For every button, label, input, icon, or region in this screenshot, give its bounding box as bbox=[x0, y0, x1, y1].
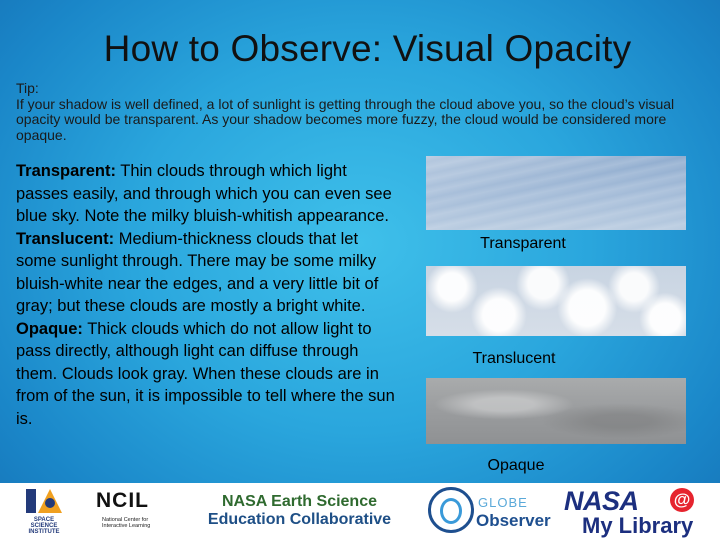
cloud-label-transparent: Transparent bbox=[480, 235, 566, 252]
nasa-my-library-logo bbox=[560, 486, 700, 538]
ncil-name: NCIL bbox=[96, 489, 149, 512]
cloud-photo-translucent bbox=[426, 266, 686, 336]
tip-text: If your shadow is well defined, a lot of sunlight is getting through the cloud above you, so the cloud’s visual opacity would be transparent. As your shadow becomes more fuzzy, the cloud would be considered more opaque. bbox=[16, 95, 675, 143]
at-icon: @ bbox=[670, 488, 694, 512]
term-opaque: Opaque: bbox=[16, 319, 83, 338]
globe-icon bbox=[428, 487, 474, 533]
cloud-photo-opaque bbox=[426, 378, 686, 444]
cloud-label-translucent: Translucent bbox=[472, 350, 556, 367]
ssi-text: SPACE SCIENCE INSTITUTE bbox=[28, 517, 60, 535]
ssi-emblem-icon bbox=[24, 487, 64, 515]
desc-transparent: Thin clouds through which light passes easily, and through which you can even see blue sky. Note the milky bluish-whitish appearance. bbox=[16, 162, 392, 225]
definition-opaque bbox=[16, 318, 401, 431]
cloud-photo-transparent bbox=[426, 156, 686, 230]
nasa-earth-line1: NASA Earth Science bbox=[221, 493, 377, 510]
desc-translucent: Medium-thickness clouds that let some sunlight through. There may be some milky bluish-white near the edges, and a very little bit of gray; but these clouds are mostly a bright white. bbox=[16, 229, 379, 315]
space-science-institute-logo bbox=[24, 487, 64, 537]
globe-observer-logo bbox=[428, 485, 551, 539]
ncil-logo bbox=[96, 489, 166, 537]
definitions bbox=[16, 160, 401, 430]
term-translucent: Translucent: bbox=[16, 229, 115, 248]
tip-block bbox=[16, 81, 676, 143]
slide-title: How to Observe: Visual Opacity bbox=[103, 28, 632, 69]
globe-line1: GLOBE bbox=[478, 495, 528, 510]
globe-line2: Observer bbox=[476, 511, 551, 530]
term-transparent: Transparent: bbox=[16, 162, 116, 180]
ncil-subtitle: National Center for Interactive Learning bbox=[102, 517, 151, 529]
nasa-lib-line1: NASA bbox=[564, 486, 639, 516]
desc-opaque: Thick clouds which do not allow light to pass directly, although light can diffuse through them. Clouds look gray. When these clouds are in from of the sun, it is impossible to tell where the sun is. bbox=[16, 319, 395, 428]
definition-translucent bbox=[16, 228, 401, 318]
logo-footer bbox=[0, 483, 720, 540]
tip-label: Tip: bbox=[16, 80, 39, 96]
nasa-lib-line2: My Library bbox=[582, 513, 694, 538]
definition-transparent bbox=[16, 160, 401, 228]
nasa-earth-line2: Education Collaborative bbox=[207, 511, 392, 528]
cloud-label-opaque: Opaque bbox=[487, 457, 545, 474]
nasa-earth-science-logo bbox=[192, 493, 407, 533]
